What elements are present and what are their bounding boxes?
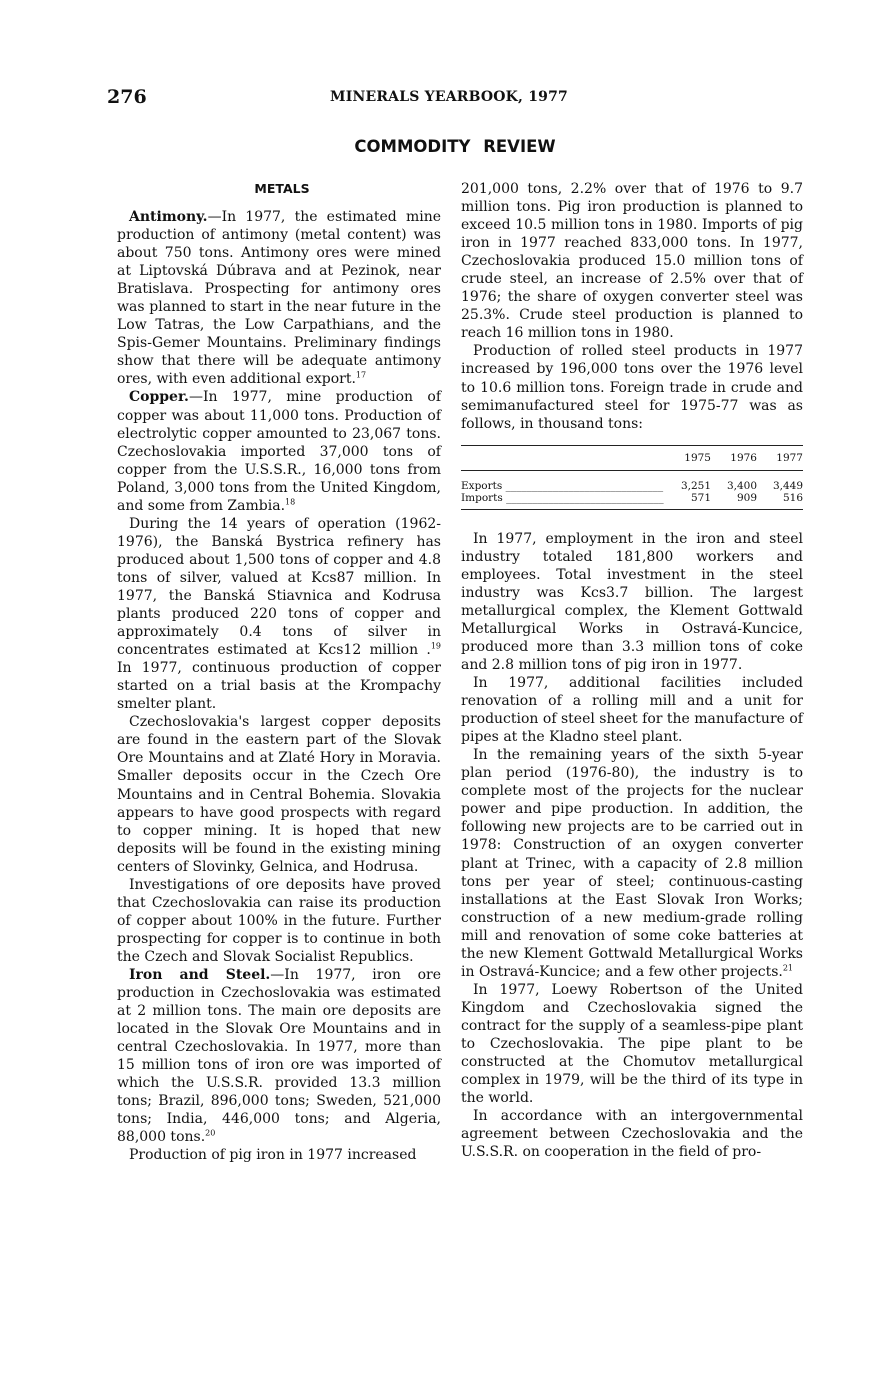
table-cell: 3,449 [772, 479, 803, 492]
row-label-text: Exports [461, 479, 503, 492]
antimony-text: —In 1977, the estimated mine production of antimony (metal content) was about 750 tons. Antimony ores were mined at Liptovská Dúbrava and at Pezinok, near Bratislava. Prospecting for antimony ores was planned to start in the near future in the Low Tatras, the Low Carpathians, and the Spis-Gemer Mountains. Preliminary findings show that there will be adequate antimony ores, with even additional export. [117, 209, 441, 388]
column-header: 1975 [684, 451, 711, 464]
investigations-paragraph: Investigations of ore deposits have proved that Czechoslovakia can raise its production of copper about 100% in the future. Further prospecting for copper is to continue in both the Czech and Slovak Socialist Republics. [117, 876, 441, 965]
banska-text: During the 14 years of operation (1962-1976), the Banská Bystrica refinery has produced about 1,500 tons of copper and 4.8 tons of silver, valued at Kcs87 million. In 1977, the Banská Stiavnica and Kodrusa plants produced 220 tons of copper and approximately 0.4 tons of silver in concentrates estimated at Kcs12 million . [117, 515, 441, 659]
plan-paragraph [461, 746, 803, 981]
row-label-text: Imports [461, 491, 503, 504]
page-number: 276 [107, 86, 147, 108]
deposits-paragraph: Czechoslovakia's largest copper deposits are found in the eastern part of the Slovak Ore Mountains and at Zlaté Hory in Moravia. Smaller deposits occur in the Czech Ore Mountains and in Central Bohemia. Slovakia appears to have good prospects with regard to copper mining. It is hoped that new deposits will be found in the existing mining centers of Slovinky, Gelnica, and Hodrusa. [117, 714, 441, 875]
agreement-paragraph: In accordance with an intergovernmental agreement between Czechoslovakia and the U.S.S.R. on cooperation in the field of pro- [461, 1108, 803, 1161]
copper-paragraph [117, 388, 441, 514]
left-column [117, 180, 441, 1164]
table-body [461, 471, 803, 510]
table-cell: 516 [782, 491, 803, 504]
section-title: COMMODITY REVIEW [354, 137, 556, 156]
steel-trade-table [461, 445, 803, 510]
table-cell: 3,251 [680, 479, 711, 492]
running-head: MINERALS YEARBOOK, 1977 [330, 89, 568, 105]
table-row [461, 480, 803, 492]
table-cell: 909 [736, 491, 757, 504]
dot-leader: ______________________________ [502, 479, 664, 492]
facilities-paragraph: In 1977, additional facilities included renovation of a rolling mill and a unit for production of steel sheet for the manufacture of pipes at the Kladno steel plant. [461, 675, 803, 746]
footnote-ref-18: 18 [285, 497, 296, 507]
employment-paragraph: In 1977, employment in the iron and steel industry totaled 181,800 workers and employees. Total investment in the steel industry was Kcs3.7 billion. The largest metallurgical complex, the Klement Gottwald Metallurgical Works in Ostravá-Kuncice, produced more than 3.3 million tons of coke and 2.8 million tons of pig iron in 1977. [461, 530, 803, 673]
table-cell: 571 [690, 491, 711, 504]
copper-text: —In 1977, mine production of copper was about 11,000 tons. Production of electrolytic copper amounted to 23,067 tons. Czechoslovakia imported 37,000 tons of copper from the U.S.S.R., 16,000 tons from Poland, 3,000 tons from the United Kingdom, and some from Zambia. [117, 389, 441, 514]
table-header-row [461, 452, 803, 471]
column-header: 1977 [776, 451, 803, 464]
right-column [461, 180, 803, 1161]
row-label [461, 480, 665, 492]
antimony-paragraph [117, 208, 441, 388]
column-header: 1976 [730, 451, 757, 464]
loewy-paragraph: In 1977, Loewy Robertson of the United Kingdom and Czechoslovakia signed the contract for the supply of a seamless-pipe plant to Czechoslovakia. The pipe plant to be constructed at the Chomutov metallurgical complex in 1979, will be the third of its type in the world. [461, 981, 803, 1107]
row-label [461, 492, 665, 504]
copper-lead: Copper. [129, 389, 189, 406]
footnote-ref-21: 21 [782, 963, 794, 973]
dot-leader: ______________________________ [502, 491, 664, 504]
pig-iron-paragraph-cont: 201,000 tons, 2.2% over that of 1976 to 9.7 million tons. Pig iron production is planned to exceed 10.5 million tons in 1980. Imports of pig iron in 1977 reached 833,000 tons. In 1977, Czechoslovakia produced 15.0 million tons of crude steel, an increase of 2.5% over that of 1976; the share of oxygen converter steel was 25.3%. Crude steel production is planned to reach 16 million tons in 1980. [461, 181, 803, 342]
iron-steel-paragraph [117, 966, 441, 1146]
banska-paragraph [117, 515, 441, 714]
plan-text: In the remaining years of the sixth 5-year plan period (1976-80), the industry is to complete most of the projects for the nuclear power and pipe production. In addition, the following new projects are to be carried out in 1978: Construction of an oxygen converter plant at Trinec, with a capacity of 2.8 million tons per year of steel; continuous-casting installations at the East Slovak Iron Works; construction of a new medium-grade rolling mill and renovation of some coke batteries at the new Klement Gottwald Metallurgical Works in Ostravá-Kuncice; and a few other projects. [461, 747, 803, 980]
banska-text-2: In 1977, continuous production of copper started on a trial basis at the Krompachy smelter plant. [117, 660, 441, 713]
table-cell: 3,400 [726, 479, 757, 492]
footnote-ref-19: 19 [430, 641, 441, 651]
iron-steel-lead: Iron and Steel. [129, 966, 271, 983]
antimony-lead: Antimony. [129, 209, 208, 225]
table-top-rule [461, 445, 803, 452]
iron-steel-text: —In 1977, iron ore production in Czechoslovakia was estimated at 2 million tons. The main ore deposits are located in the Slovak Ore Mountains and in central Czechoslovakia. In 1977, more than 15 million tons of iron ore was imported of which the U.S.S.R. provided 13.3 million tons; Brazil, 896,000 tons; Sweden, 521,000 tons; India, 446,000 tons; and Algeria, 88,000 tons. [117, 966, 442, 1146]
table-row [461, 492, 803, 504]
metals-subheading: METALS [254, 181, 310, 196]
pig-iron-paragraph-start: Production of pig iron in 1977 increased [129, 1147, 417, 1164]
footnote-ref-17: 17 [355, 370, 367, 380]
footnote-ref-20: 20 [205, 1128, 216, 1138]
rolled-steel-paragraph: Production of rolled steel products in 1977 increased by 196,000 tons over the 1976 level to 10.6 million tons. Foreign trade in crude and semimanufactured steel for 1975-77 was as follows, in thousand tons: [461, 343, 803, 432]
